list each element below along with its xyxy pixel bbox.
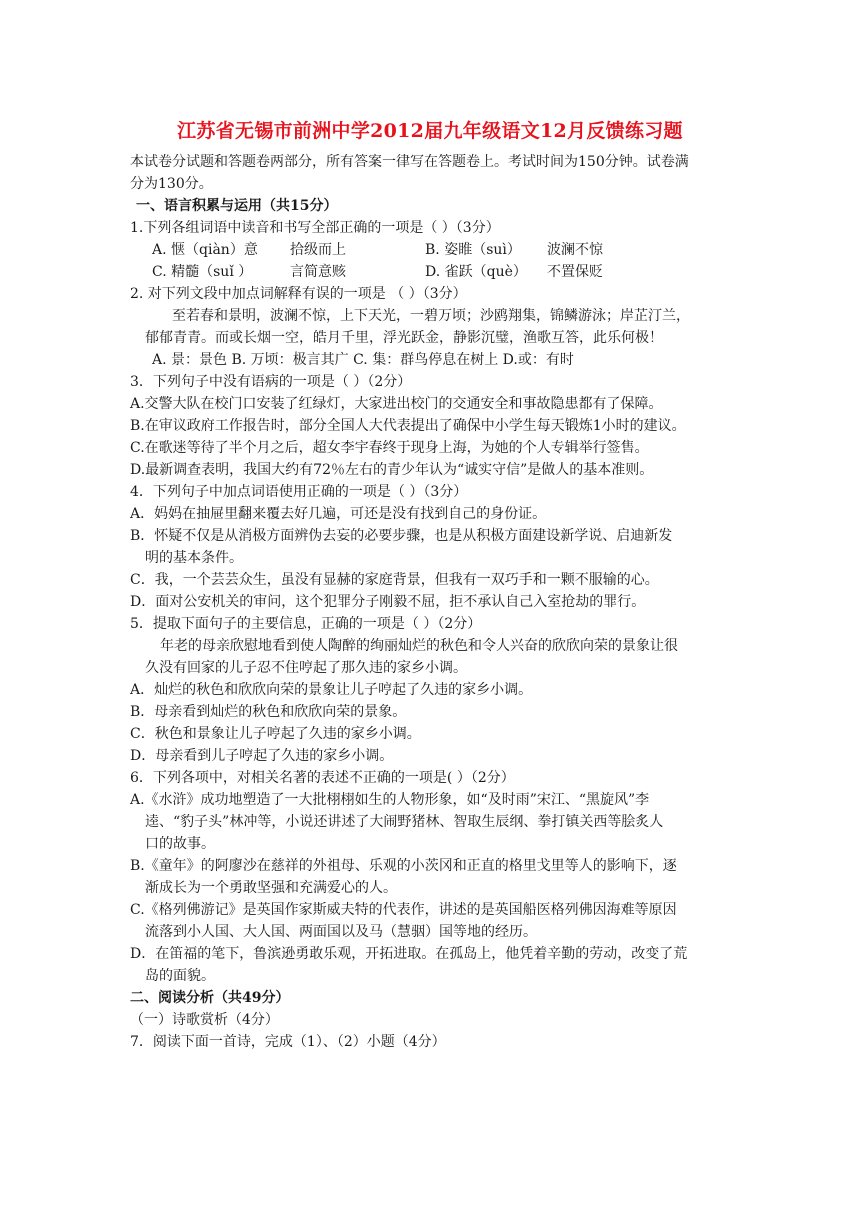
q3-option-c: C.在歌迷等待了半个月之后，超女李宇春终于现身上海，为她的个人专辑举行签售。 <box>130 440 649 456</box>
q6-option-d-line-1: D．在笛福的笔下，鲁滨逊勇敢乐观，开拓进取。在孤岛上，他凭着辛勤的劳动，改变了荒 <box>130 946 688 962</box>
q6-option-c-line-1: C.《格列佛游记》是英国作家斯威夫特的代表作，讲述的是英国船医格列佛因海难等原因 <box>130 902 677 918</box>
q2-passage-line-2: 郁郁青青。而或长烟一空，皓月千里，浮光跃金，静影沉璧，渔歌互答，此乐何极！ <box>145 330 663 346</box>
q1-option-c-word: 言简意赅 <box>290 264 346 280</box>
q4-stem: 4．下列句子中加点词语使用正确的一项是（ ）（3分） <box>130 484 468 500</box>
q1-stem: 1.下列各组词语中读音和书写全部正确的一项是（ ）（3分） <box>130 220 500 236</box>
intro-line-1: 本试卷分试题和答题卷两部分，所有答案一律写在答题卷上。考试时间为150分钟。试卷满 <box>130 154 689 170</box>
q1-option-c: C. 精髓（suǐ ） <box>152 264 253 280</box>
section-heading-2: 二、阅读分析（共49分） <box>130 990 290 1006</box>
q3-option-a: A.交警大队在校门口安装了红绿灯，大家进出校门的交通安全和事故隐患都有了保障。 <box>130 396 663 412</box>
q5-option-d: D．母亲看到儿子哼起了久违的家乡小调。 <box>130 748 394 764</box>
q3-option-d: D.最新调查表明，我国大约有72％左右的青少年认为“诚实守信”是做人的基本准则。 <box>130 462 654 478</box>
subsection-heading: （一）诗歌赏析（4分） <box>130 1012 279 1028</box>
q1-option-b: B. 姿睢（suì） <box>425 242 521 258</box>
q6-option-c-line-2: 流落到小人国、大人国、两面国以及马（慧骃）国等地的经历。 <box>145 924 537 940</box>
q1-option-d: D. 雀跃（què） <box>425 264 527 280</box>
q6-stem: 6．下列各项中，对相关名著的表述不正确的一项是( ）（2分） <box>130 770 515 786</box>
q4-option-b-line-1: B．怀疑不仅是从消极方面辨伪去妄的必要步骤，也是从积极方面建设新学说、启迪新发 <box>130 528 673 544</box>
q6-option-a-line-1: A.《水浒》成功地塑造了一大批栩栩如生的人物形象，如“及时雨”宋江、“黑旋风”李 <box>130 792 650 808</box>
q5-option-a: A．灿烂的秋色和欣欣向荣的景象让儿子哼起了久违的家乡小调。 <box>130 682 533 698</box>
q7-stem: 7．阅读下面一首诗，完成（1）、（2）小题（4分） <box>130 1034 446 1050</box>
intro-line-2: 分为130分。 <box>130 176 213 192</box>
q1-option-b-word: 波澜不惊 <box>547 242 603 258</box>
q5-option-c: C．秋色和景象让儿子哼起了久违的家乡小调。 <box>130 726 421 742</box>
q3-stem: 3．下列句子中没有语病的一项是（ ）（2分） <box>130 374 412 390</box>
q5-option-b: B．母亲看到灿烂的秋色和欣欣向荣的景象。 <box>130 704 407 720</box>
q3-option-b: B.在审议政府工作报告时，部分全国人大代表提出了确保中小学生每天锻炼1小时的建议。 <box>130 418 686 434</box>
q6-option-a-line-2: 逵、“豹子头”林冲等，小说还讲述了大闹野猪林、智取生辰纲、拳打镇关西等脍炙人 <box>145 814 664 830</box>
q2-options: A. 景：景色 B. 万顷：极言其广 C. 集：群鸟停息在树上 D.或：有时 <box>152 352 574 368</box>
q1-option-d-word: 不置保贬 <box>547 264 603 280</box>
q5-passage-line-2: 久没有回家的儿子忍不住哼起了那久违的家乡小调。 <box>145 660 467 676</box>
q4-option-d: D．面对公安机关的审问，这个犯罪分子刚毅不屈，拒不承认自己入室抢劫的罪行。 <box>130 594 646 610</box>
q4-option-b-line-2: 明的基本条件。 <box>145 550 243 566</box>
q5-stem: 5．提取下面句子的主要信息，正确的一项是（ ）（2分） <box>130 616 482 632</box>
q6-option-a-line-3: 口的故事。 <box>145 836 215 852</box>
q6-option-d-line-2: 岛的面貌。 <box>145 968 215 984</box>
q2-passage-line-1: 至若春和景明，波澜不惊，上下天光，一碧万顷；沙鸥翔集，锦鳞游泳；岸芷汀兰， <box>172 308 690 324</box>
q1-option-a-word: 拾级而上 <box>290 242 346 258</box>
q2-stem: 2. 对下列文段中加点词解释有误的一项是 （ ）（3分） <box>130 286 467 302</box>
q6-option-b-line-1: B.《童年》的阿廖沙在慈祥的外祖母、乐观的小茨冈和正直的格里戈里等人的影响下，逐 <box>130 858 677 874</box>
page-title: 江苏省无锡市前洲中学2012届九年级语文12月反馈练习题 <box>177 120 683 142</box>
q5-passage-line-1: 年老的母亲欣慰地看到使人陶醉的绚丽灿烂的秋色和令人兴奋的欣欣向荣的景象让很 <box>160 638 678 654</box>
q6-option-b-line-2: 渐成长为一个勇敢坚强和充满爱心的人。 <box>145 880 397 896</box>
q4-option-a: A．妈妈在抽屉里翻来覆去好几遍，可还是没有找到自己的身份证。 <box>130 506 547 522</box>
section-heading-1: 一、语言积累与运用（共15分） <box>136 198 338 214</box>
q4-option-c: C．我，一个芸芸众生，虽没有显赫的家庭背景，但我有一双巧手和一颗不服输的心。 <box>130 572 659 588</box>
q1-option-a: A. 惬（qiàn）意 <box>152 242 258 258</box>
